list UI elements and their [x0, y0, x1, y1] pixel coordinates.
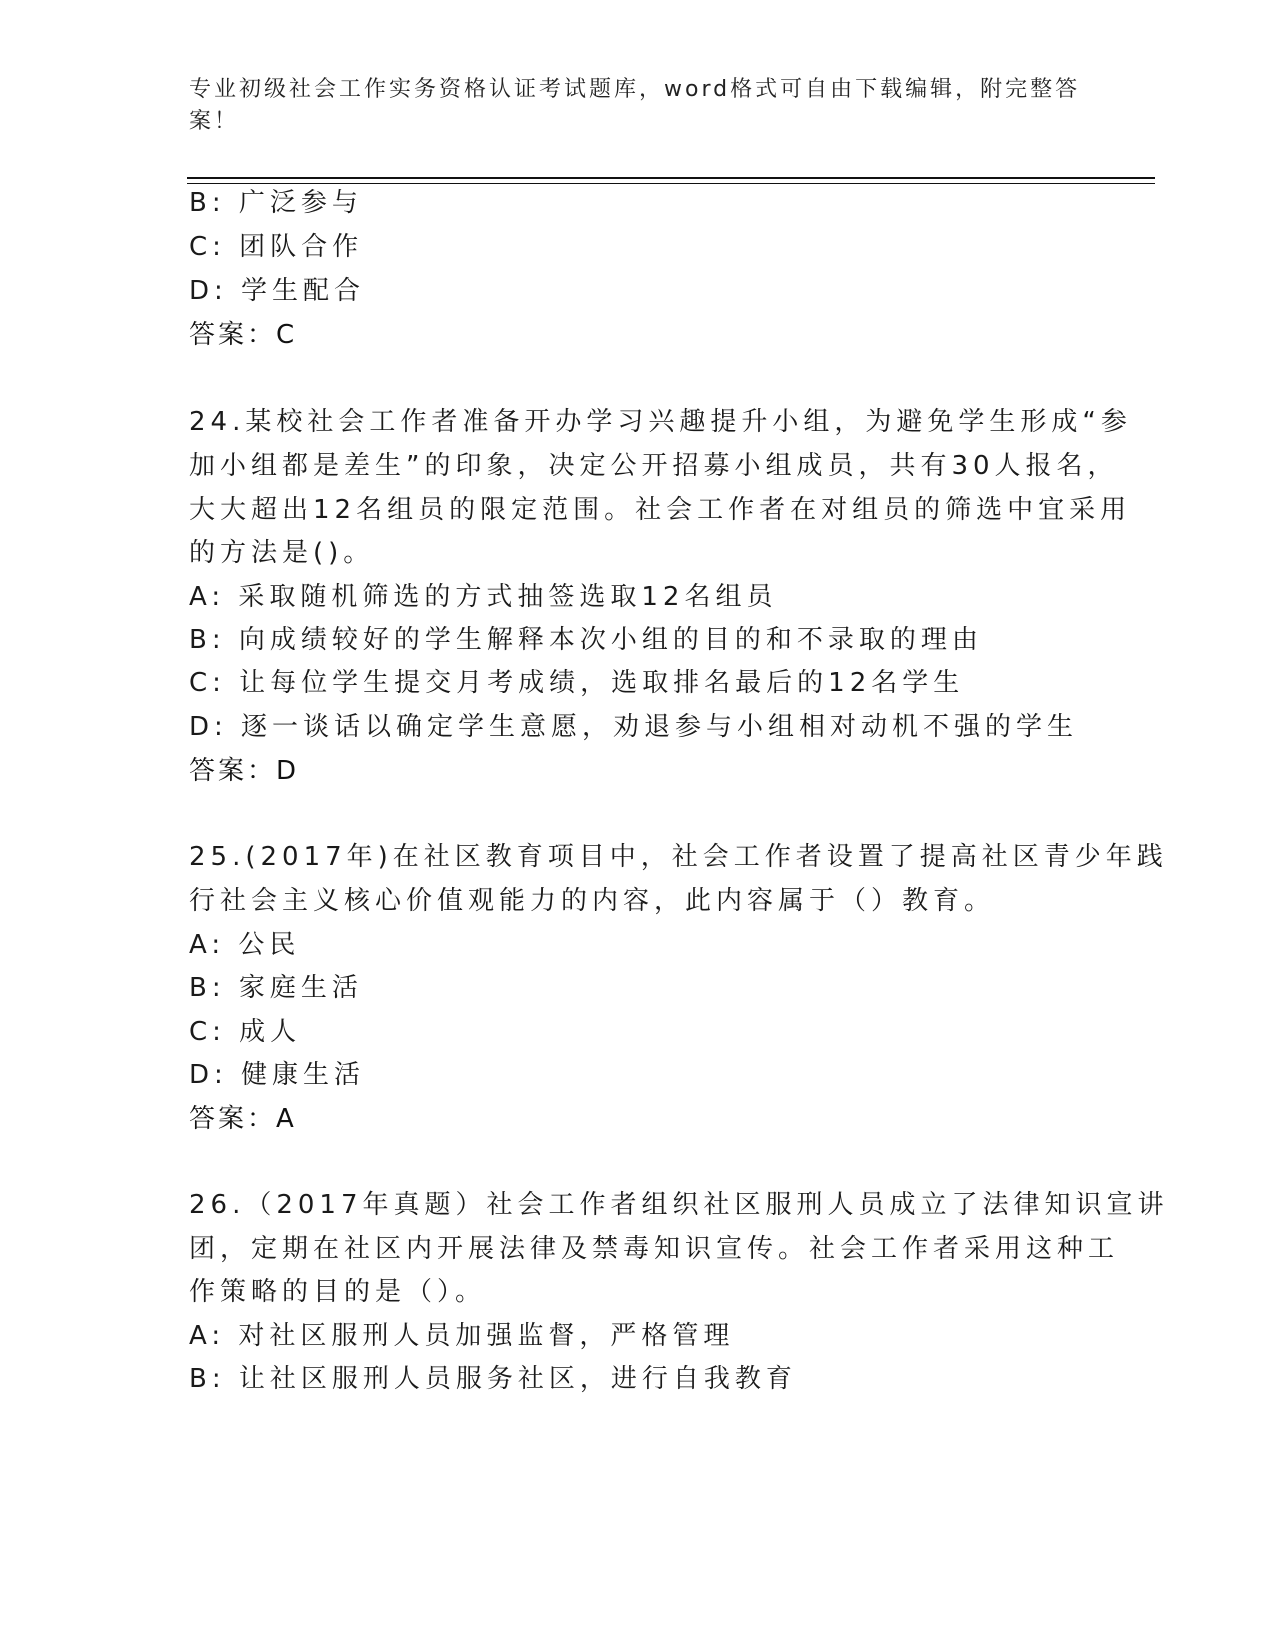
q26-stem-line-1: 26.（2017年真题）社会工作者组织社区服刑人员成立了法律知识宣讲 [189, 1190, 1169, 1220]
q24-option-d: D: 逐一谈话以确定学生意愿，劝退参与小组相对动机不强的学生 [189, 712, 1079, 742]
q24-option-b: B: 向成绩较好的学生解释本次小组的目的和不录取的理由 [189, 625, 983, 655]
header-line-1: 专业初级社会工作实务资格认证考试题库，word格式可自由下载编辑，附完整答 [189, 77, 1081, 102]
prev-option-c: C: 团队合作 [189, 232, 364, 262]
q26-option-b: B: 让社区服刑人员服务社区，进行自我教育 [189, 1364, 797, 1394]
prev-option-d: D: 学生配合 [189, 276, 366, 306]
q25-stem-line-1: 25.(2017年)在社区教育项目中，社会工作者设置了提高社区青少年践 [189, 842, 1168, 872]
q24-stem-line-2: 加小组都是差生”的印象，决定公开招募小组成员，共有30人报名， [189, 451, 1119, 481]
document-header [189, 74, 1089, 138]
q26-option-a: A: 对社区服刑人员加强监督，严格管理 [189, 1321, 735, 1351]
q24-option-c: C: 让每位学生提交月考成绩，选取排名最后的12名学生 [189, 668, 965, 698]
header-divider-thin [187, 183, 1155, 184]
header-line-2: 案！ [189, 109, 240, 134]
q26-stem-line-3: 作策略的目的是（）。 [189, 1277, 487, 1307]
q26-stem-line-2: 团，定期在社区内开展法律及禁毒知识宣传。社会工作者采用这种工 [189, 1234, 1120, 1264]
q25-answer: 答案：A [189, 1104, 297, 1134]
q25-option-b: B: 家庭生活 [189, 973, 363, 1003]
prev-answer: 答案：C [189, 320, 298, 350]
q24-stem-line-1: 24.某校社会工作者准备开办学习兴趣提升小组，为避免学生形成“参 [189, 407, 1132, 437]
q25-option-c: C: 成人 [189, 1017, 302, 1047]
prev-option-b: B: 广泛参与 [189, 188, 363, 218]
q24-stem-line-3: 大大超出12名组员的限定范围。社会工作者在对组员的筛选中宜采用 [189, 495, 1132, 525]
q25-stem-line-2: 行社会主义核心价值观能力的内容，此内容属于（）教育。 [189, 886, 996, 916]
q25-option-d: D: 健康生活 [189, 1060, 366, 1090]
q24-option-a: A: 采取随机筛选的方式抽签选取12名组员 [189, 582, 778, 612]
header-divider-thick [187, 177, 1155, 179]
q25-option-a: A: 公民 [189, 930, 301, 960]
q24-answer: 答案：D [189, 756, 300, 786]
q24-stem-line-4: 的方法是()。 [189, 538, 375, 568]
